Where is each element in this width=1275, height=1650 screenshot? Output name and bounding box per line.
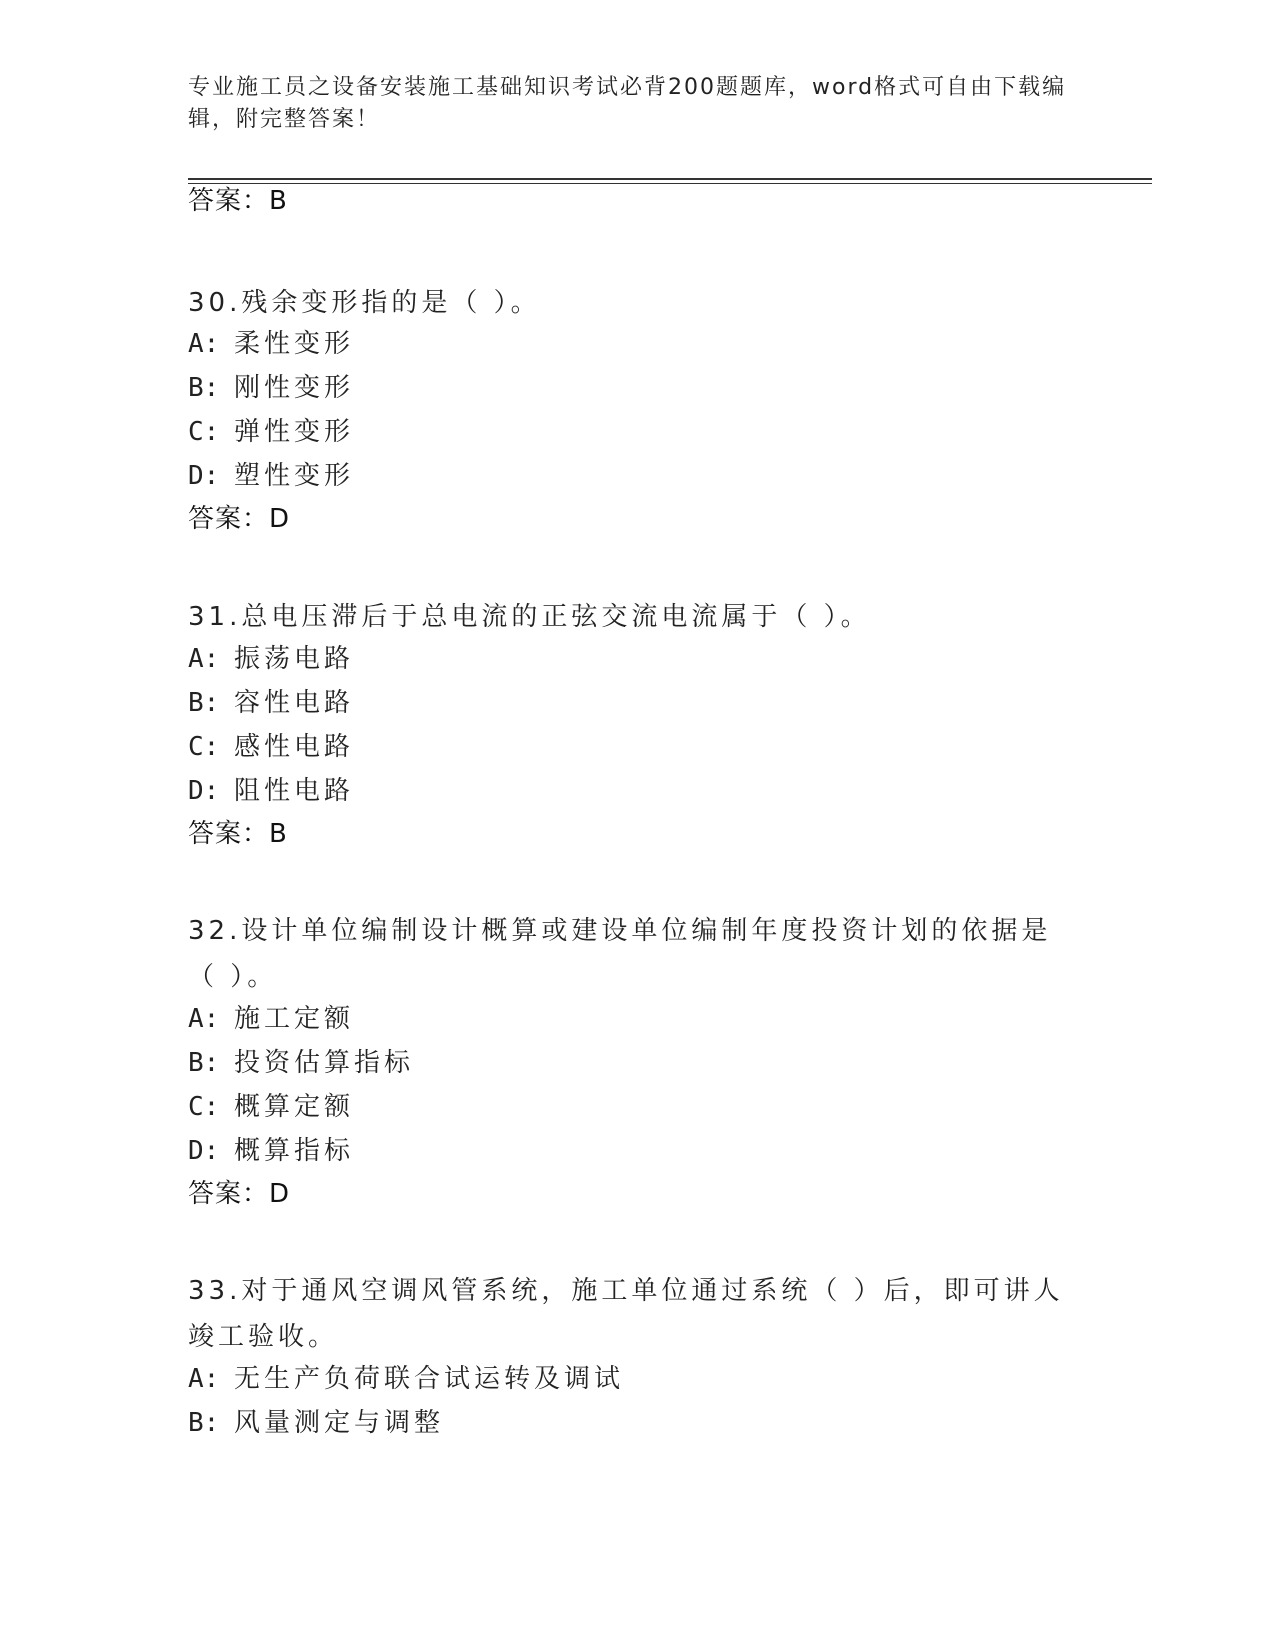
option-letter: A: — [188, 1364, 220, 1394]
option-letter: C: — [188, 417, 220, 447]
option-c — [188, 1090, 354, 1124]
option-letter: D: — [188, 461, 220, 491]
option-text: 刚性变形 — [234, 373, 355, 403]
option-d — [188, 459, 354, 493]
option-text: 柔性变形 — [234, 329, 355, 359]
answer-line: 答案：D — [188, 1179, 291, 1209]
document-header: 专业施工员之设备安装施工基础知识考试必背200题题库，word格式可自由下载编辑，附完整答案！ — [188, 75, 1067, 132]
option-text: 塑性变形 — [234, 461, 355, 491]
option-letter: B: — [188, 1048, 220, 1078]
option-d — [188, 774, 354, 808]
option-letter: C: — [188, 1092, 220, 1122]
option-text: 弹性变形 — [234, 417, 355, 447]
option-text: 风量测定与调整 — [234, 1408, 445, 1438]
question-text: 33.对于通风空调风管系统，施工单位通过系统（ ）后，即可讲人竣工验收。 — [188, 1276, 1064, 1352]
option-text: 感性电路 — [234, 732, 355, 762]
option-d — [188, 1134, 354, 1168]
option-a — [188, 642, 354, 676]
option-letter: A: — [188, 644, 220, 674]
option-text: 振荡电路 — [234, 644, 355, 674]
option-letter: C: — [188, 732, 220, 762]
option-c — [188, 415, 354, 449]
question-text: 30.残余变形指的是（ ）。 — [188, 288, 541, 318]
option-text: 容性电路 — [234, 688, 355, 718]
question-text: 32.设计单位编制设计概算或建设单位编制年度投资计划的依据是（ ）。 — [188, 916, 1052, 992]
option-text: 概算定额 — [234, 1092, 355, 1122]
option-text: 无生产负荷联合试运转及调试 — [234, 1364, 625, 1394]
option-letter: B: — [188, 688, 220, 718]
option-letter: D: — [188, 776, 220, 806]
question-text: 31.总电压滞后于总电流的正弦交流电流属于（ ）。 — [188, 602, 871, 632]
option-b — [188, 371, 354, 405]
option-text: 投资估算指标 — [234, 1048, 415, 1078]
option-b — [188, 686, 354, 720]
option-a — [188, 1362, 624, 1396]
option-letter: B: — [188, 1408, 220, 1438]
option-letter: B: — [188, 373, 220, 403]
option-letter: D: — [188, 1136, 220, 1166]
header-divider-thin — [188, 183, 1152, 184]
answer-line: 答案：B — [188, 819, 288, 849]
option-text: 概算指标 — [234, 1136, 355, 1166]
option-b — [188, 1046, 414, 1080]
option-a — [188, 327, 354, 361]
option-c — [188, 730, 354, 764]
answer-line: 答案：D — [188, 504, 291, 534]
option-letter: A: — [188, 329, 220, 359]
option-letter: A: — [188, 1004, 220, 1034]
option-a — [188, 1002, 354, 1036]
option-text: 阻性电路 — [234, 776, 355, 806]
option-text: 施工定额 — [234, 1004, 355, 1034]
answer-line: 答案：B — [188, 186, 288, 216]
header-divider — [188, 178, 1152, 180]
option-b — [188, 1406, 444, 1440]
